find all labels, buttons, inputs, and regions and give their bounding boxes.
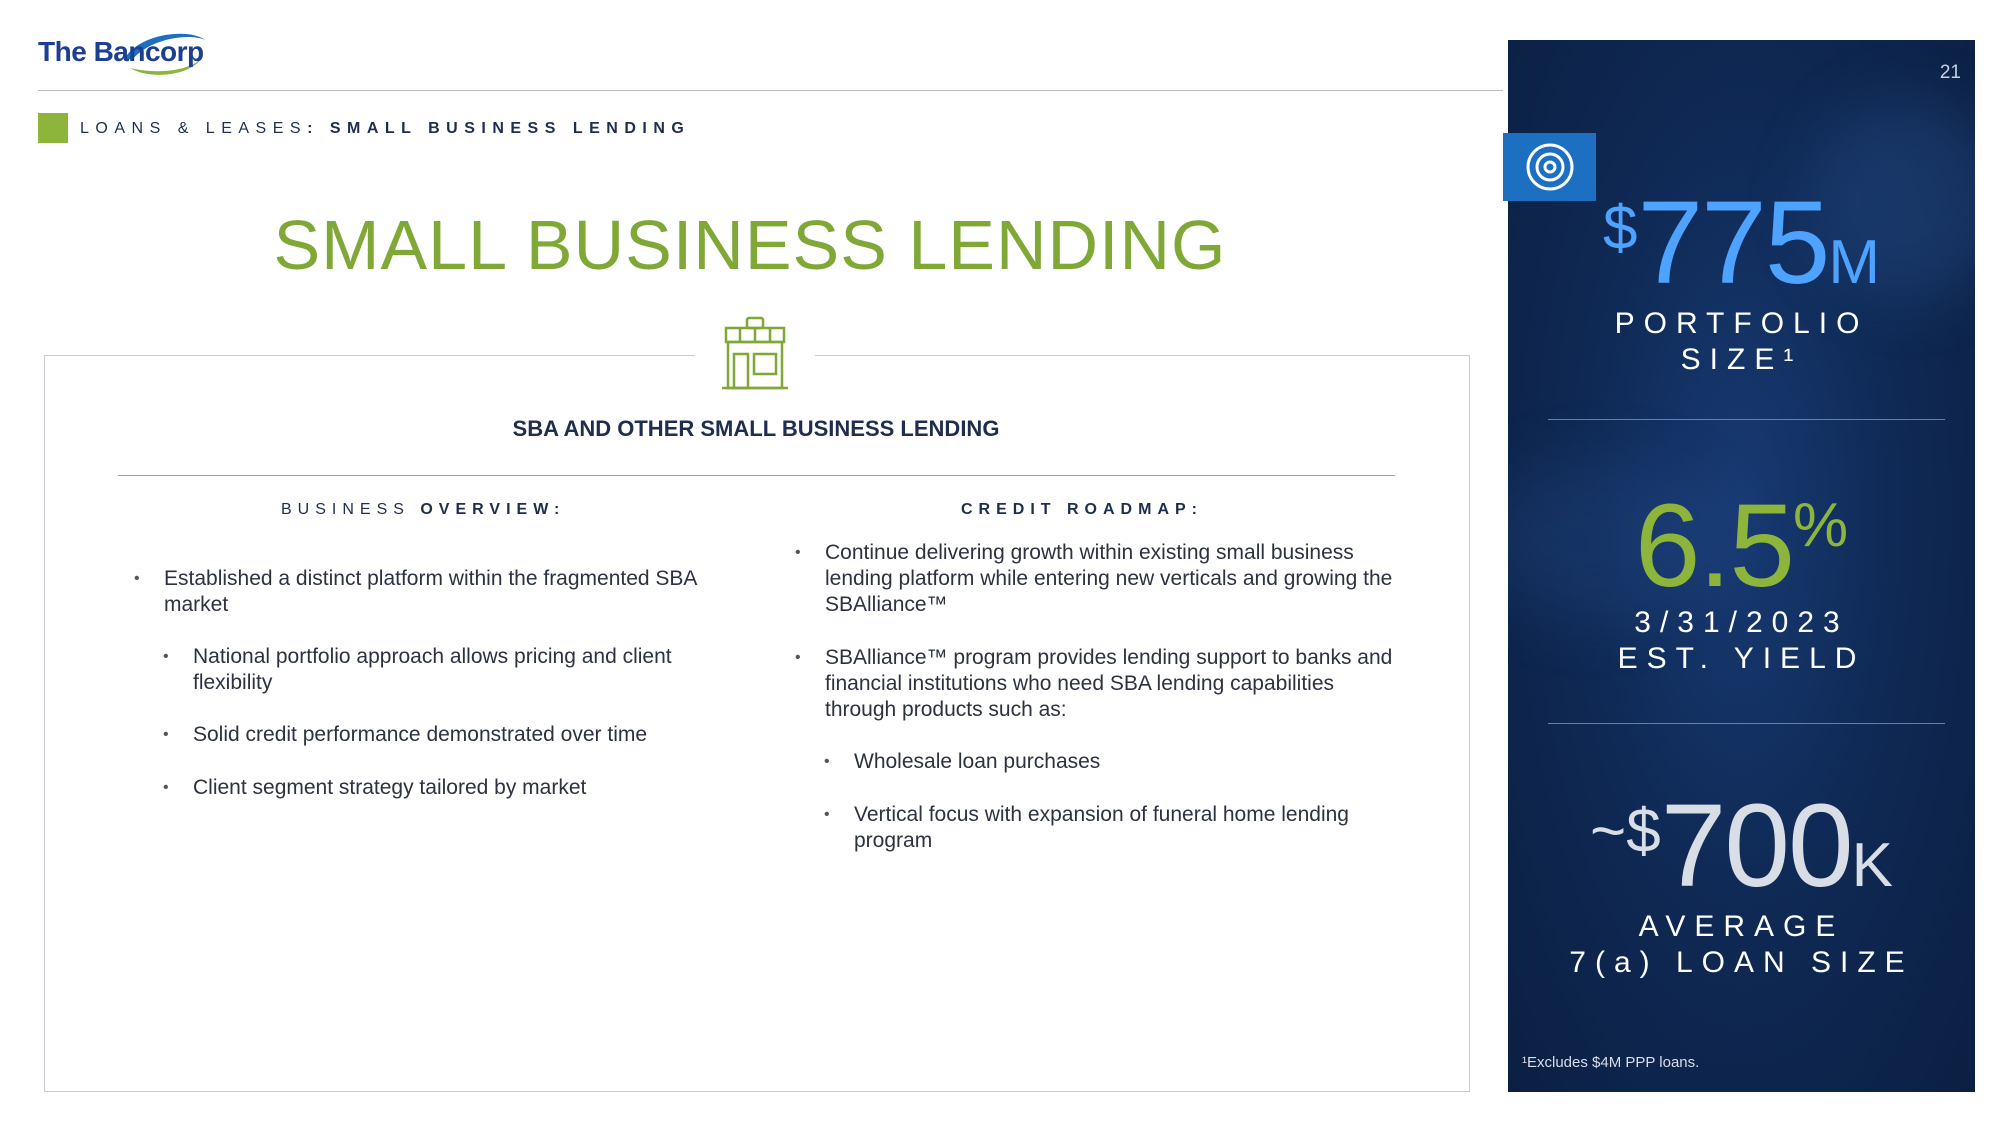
panel-divider <box>1548 723 1945 724</box>
storefront-icon <box>720 316 790 392</box>
page-number: 21 <box>1939 62 1961 83</box>
stat-est-yield <box>1508 480 1975 677</box>
list-item: • Solid credit performance demonstrated over time <box>134 722 734 748</box>
credit-roadmap-list <box>795 540 1395 854</box>
stat-portfolio-size <box>1508 177 1975 378</box>
section-tag: LOANS & LEASES: SMALL BUSINESS LENDING <box>80 120 691 137</box>
business-overview-list <box>134 566 734 801</box>
list-item: • National portfolio approach allows pricing and client flexibility <box>134 644 734 696</box>
stat-label-line2: SIZE¹ <box>1680 343 1803 376</box>
bancorp-logo <box>38 28 208 88</box>
stat-value: $775M <box>1602 177 1881 309</box>
panel-divider <box>1548 419 1945 420</box>
list-item: • SBAlliance™ program provides lending support to banks and financial institutions who need SBA lending capabilities through products such as: <box>795 645 1395 723</box>
stat-label-line1: PORTFOLIO <box>1614 307 1869 340</box>
stat-label-line1: AVERAGE <box>1638 910 1845 943</box>
business-overview-heading: BUSINESS OVERVIEW: <box>281 501 566 518</box>
stat-label-line2: 7(a) LOAN SIZE <box>1569 946 1914 979</box>
card-divider <box>118 475 1395 476</box>
footnote: ¹Excludes $4M PPP loans. <box>1522 1054 1700 1071</box>
stat-value: 6.5% <box>1634 480 1849 612</box>
logo-text: The Bancorp <box>38 36 204 67</box>
card-heading: SBA AND OTHER SMALL BUSINESS LENDING <box>512 416 1000 441</box>
list-item: • Vertical focus with expansion of funeral home lending program <box>795 802 1395 854</box>
page-title: SMALL BUSINESS LENDING <box>273 206 1227 284</box>
stat-avg-loan-size <box>1508 780 1975 981</box>
credit-roadmap-heading: CREDIT ROADMAP: <box>961 501 1203 518</box>
stat-label-line1: 3/31/2023 <box>1634 606 1849 639</box>
header-divider <box>38 90 1503 91</box>
section-tag-square <box>38 113 68 143</box>
target-icon-box <box>1503 133 1596 201</box>
stat-label-line2: EST. YIELD <box>1617 642 1866 675</box>
list-item: • Wholesale loan purchases <box>795 749 1395 775</box>
stat-value: ~$700K <box>1590 780 1893 912</box>
list-item: • Continue delivering growth within existing small business lending platform while entering new verticals and growing the SBAlliance™ <box>795 540 1395 618</box>
list-item: • Established a distinct platform within the fragmented SBA market <box>134 566 734 618</box>
list-item: • Client segment strategy tailored by market <box>134 775 734 801</box>
target-icon <box>1503 133 1596 201</box>
